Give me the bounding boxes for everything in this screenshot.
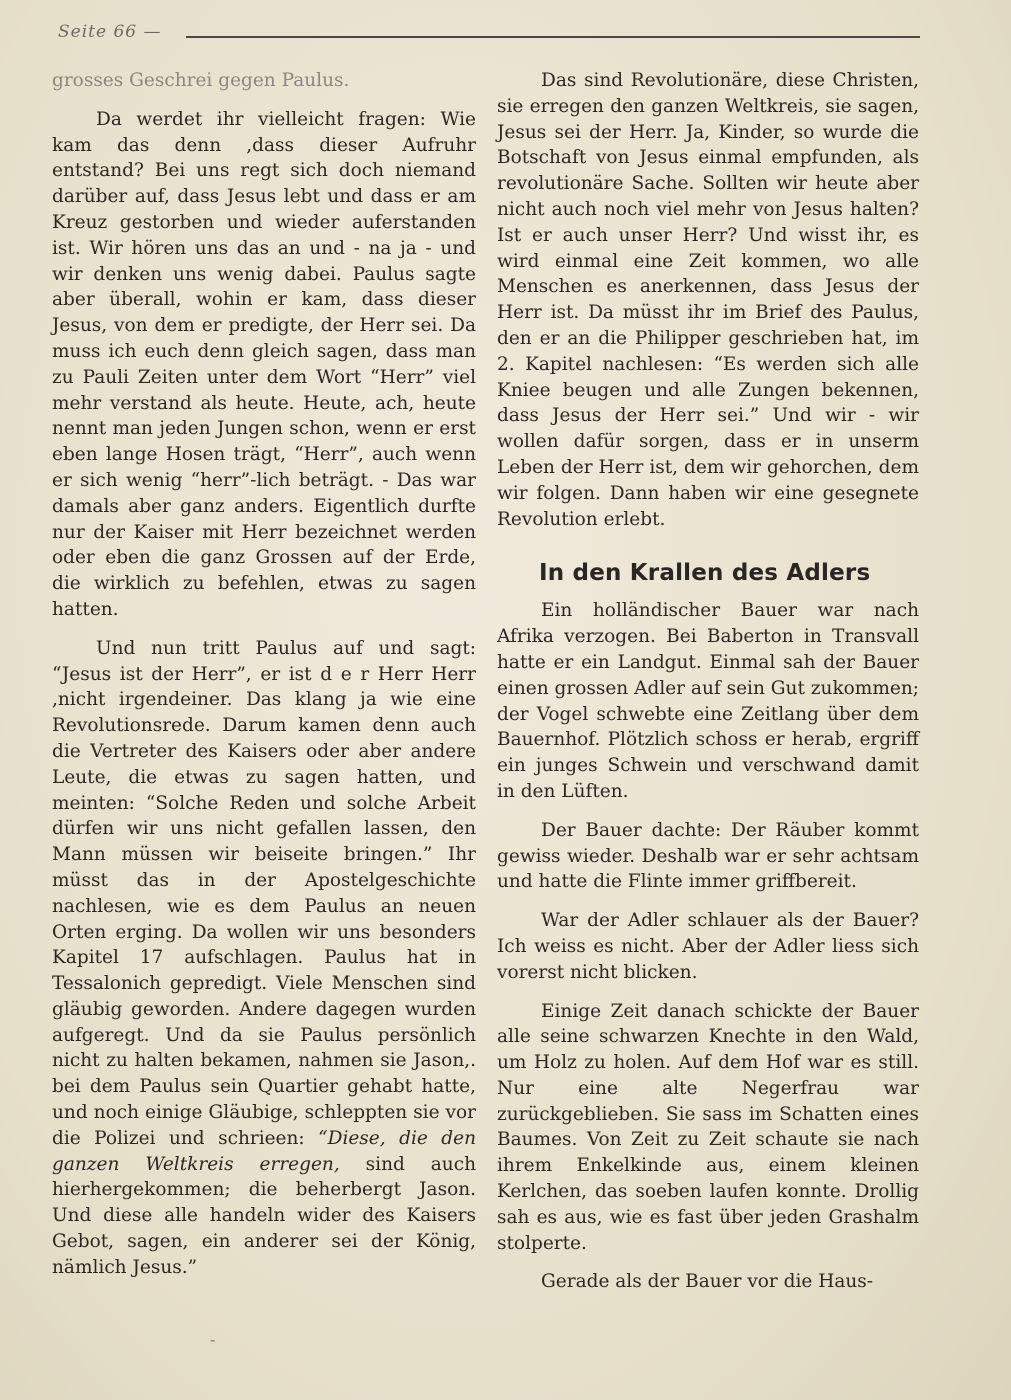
bible-quote: “Diese, die den ganzen Weltkreis erregen, bbox=[52, 1127, 476, 1175]
left-column bbox=[52, 68, 476, 1294]
footer-mark: - bbox=[210, 1330, 216, 1349]
paragraph bbox=[52, 636, 476, 1281]
paragraph-text: Und nun tritt Paulus auf und sagt: “Jesus ist der Herr”, er ist d e r Herr Herr ,nicht irgendeiner. Das klang ja wie eine Revolutionsrede. Darum kamen denn auch die Vertreter des Kaisers oder aber andere Leute, die etwas zu sagen hatten, und meinten: “Solche Reden und solche Arbeit dürfen wir uns nicht gefallen lassen, den Mann müssen wir beiseite bringen.” Ihr müsst das in der Apostelgeschichte nachlesen, wie es dem Paulus an neuen Orten erging. Da wollen wir uns besonders Kapitel 17 aufschlagen. Paulus hat in Tessalonich gepredigt. Viele Menschen sind gläubig geworden. Andere dagegen wurden aufgeregt. Und da sie Paulus persönlich nicht zu halten bekamen, nahmen sie Jason,. bei dem Paulus sein Quartier gehabt hatte, und noch einige Gläubige, schleppten sie vor die Polizei und schrieen: bbox=[52, 637, 476, 1149]
paragraph-text: sind auch hierhergekommen; die beherbergt Jason. Und diese alle handeln wider des Kaisers Gebot, sagen, ein anderer sei der König, nämlich Jesus.” bbox=[52, 1153, 477, 1278]
paragraph: grosses Geschrei gegen Paulus. bbox=[52, 70, 350, 91]
paragraph: Da werdet ihr vielleicht fragen: Wie kam das denn ,dass dieser Aufruhr entstand? Bei uns regt sich doch niemand darüber auf, dass Jesus lebt und dass er am Kreuz gestorben und wieder auferstanden ist. Wir hören uns das an und - na ja - und wir denken uns wenig dabei. Paulus sagte aber überall, wohin er kam, dass dieser Jesus, von dem er predigte, der Herr sei. Da muss ich euch denn gleich sagen, dass man zu Pauli Zeiten unter dem Wort “Herr” viel mehr verstand als heute. Heute, ach, heute nennt man jeden Jungen schon, wenn er erst eben lange Hosen trägt, “Herr”, auch wenn er sich wenig “herr”-lich beträgt. - Das war damals aber ganz anders. Eigentlich durfte nur der Kaiser mit Herr bezeichnet werden oder eben die ganz Grossen auf der Erde, die wirklich zu befehlen, etwas zu sagen hatten. bbox=[52, 108, 476, 620]
page-number: Seite 66 — bbox=[58, 22, 162, 42]
page-header bbox=[58, 22, 920, 44]
paragraph: Der Bauer dachte: Der Räuber kommt gewiss wieder. Deshalb war er sehr achtsam und hatte die Flinte immer griffbereit. bbox=[497, 819, 919, 893]
paragraph: Das sind Revolutionäre, diese Christen, sie erregen den ganzen Weltkreis, sie sagen, Jesus sei der Herr. Ja, Kinder, so wurde die Botschaft von Jesus einmal empfunden, als revolutionäre Sache. Sollten wir heute aber nicht auch noch viel mehr von Jesus halten? Ist er auch unser Herr? Und wisst ihr, es wird einmal eine Zeit kommen, wo alle Menschen es anerkennen, dass Jesus der Herr ist. Da müsst ihr im Brief des Paulus, den er an die Philipper geschrieben hat, im 2. Kapitel nachlesen: “Es werden sich alle Kniee beugen und alle Zungen bekennen, dass Jesus der Herr sei.” Und wir - wir wollen dafür sorgen, dass er in unserm Leben der Herr ist, dem wir gehorchen, dem wir folgen. Dann haben wir eine gesegnete Revolution erlebt. bbox=[497, 70, 919, 530]
article-heading: In den Krallen des Adlers bbox=[539, 560, 871, 587]
paragraph: Ein holländischer Bauer war nach Afrika verzogen. Bei Baberton in Transvall hatte er ein Landgut. Einmal sah der Bauer einen grossen Adler auf sein Gut zukommen; der Vogel schwebte eine Zeitlang über dem Bauernhof. Plötzlich schoss er herab, ergriff ein junges Schwein und verschwand damit in den Lüften. bbox=[497, 600, 919, 802]
header-rule bbox=[186, 36, 920, 38]
paragraph: Gerade als der Bauer vor die Haus- bbox=[541, 1271, 874, 1293]
right-column bbox=[497, 68, 919, 1308]
paragraph: War der Adler schlauer als der Bauer? Ich weiss es nicht. Aber der Adler liess sich vorerst nicht blicken. bbox=[497, 910, 919, 983]
paragraph: Einige Zeit danach schickte der Bauer alle seine schwarzen Knechte in den Wald, um Holz zu holen. Auf dem Hof war es still. Nur eine alte Negerfrau war zurückgeblieben. Sie sass im Schatten eines Baumes. Von Zeit zu Zeit schaute sie nach ihrem Enkelkinde aus, einem kleinen Kerlchen, das soeben laufen konnte. Drollig sah es aus, wie es fast über jeden Grashalm stolperte. bbox=[497, 1000, 919, 1254]
